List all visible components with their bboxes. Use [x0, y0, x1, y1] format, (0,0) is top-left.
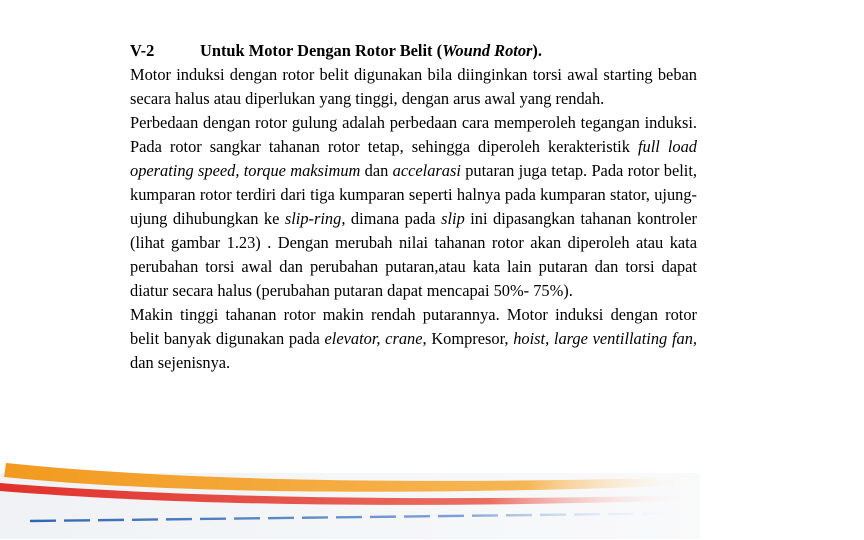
- paragraph-segment-italic: accelarasi: [392, 161, 461, 180]
- paragraph-segment: , dan sejenisnya.: [130, 329, 698, 372]
- paragraph-segment: Makin tinggi tahanan rotor makin rendah putarannya. Motor induksi dengan rotor belit banyak digunakan pada: [130, 305, 697, 348]
- section-title-prefix: Untuk Motor Dengan Rotor Belit (: [200, 41, 443, 60]
- paragraph-1: [130, 63, 697, 111]
- text-block: [130, 39, 697, 375]
- paragraph-segment-italic: slip: [441, 209, 465, 228]
- section-heading: [130, 39, 697, 63]
- paragraph-segment: Perbedaan dengan rotor gulung adalah perbedaan cara memperoleh tegangan induksi. Pada rotor sangkar tahanan rotor tetap, sehingga diperoleh kerakteristik: [130, 113, 697, 156]
- paragraph-segment-italic: hoist, large ventillating fan: [513, 329, 693, 348]
- paragraph-segment-italic: slip-ring: [284, 209, 342, 228]
- paragraph-segment-italic: elevator, crane: [324, 329, 423, 348]
- section-title-suffix: ).: [532, 41, 542, 60]
- paragraph-segment: , dimana pada: [341, 209, 442, 228]
- paragraph-2: [130, 111, 697, 303]
- paragraph-segment: Motor induksi dengan rotor belit digunakan bila diinginkan torsi awal starting beban secara halus atau diperlukan yang tinggi, dengan arus awal yang rendah.: [130, 65, 697, 108]
- paragraph-segment: , Kompresor,: [422, 329, 514, 348]
- paragraph-segment: putaran juga tetap. Pada rotor belit, kumparan rotor terdiri dari tiga kumparan seperti halnya pada kumparan stator, ujung- ujung dihubungkan ke: [130, 161, 697, 228]
- paragraph-segment-italic: full load operating speed, torque maksimum: [130, 137, 697, 180]
- section-title-italic: Wound Rotor: [442, 41, 533, 60]
- decorative-swoosh: [0, 455, 720, 540]
- section-number: V-2: [130, 41, 155, 60]
- paragraph-3: [130, 303, 697, 375]
- paragraph-segment: dan: [360, 161, 393, 180]
- paragraph-segment: ini dipasangkan tahanan kontroler (lihat gambar 1.23) . Dengan merubah nilai tahanan rotor akan diperoleh atau kata perubahan torsi awal dan perubahan putaran,atau kata lain putaran dan torsi dapat diatur secara halus (perubahan putaran dapat mencapai 50%- 75%).: [130, 209, 697, 300]
